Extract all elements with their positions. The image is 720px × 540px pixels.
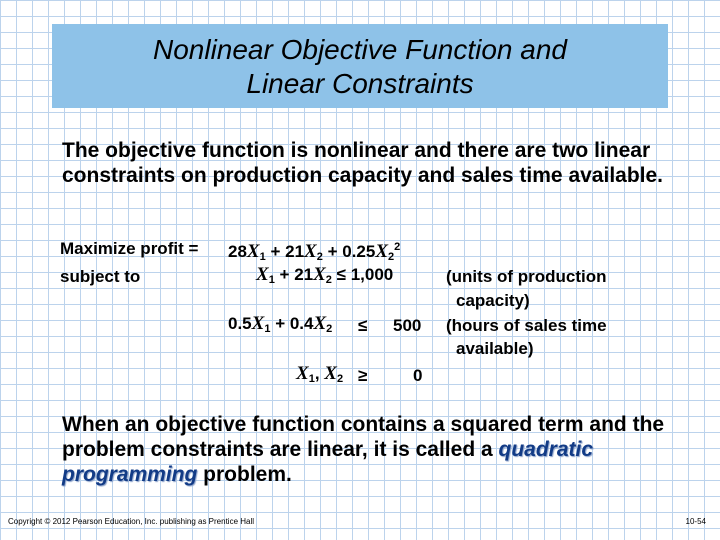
var-x: X <box>313 264 326 285</box>
constraint-1-note-line-1: (units of production <box>446 267 607 286</box>
subscript: 1 <box>264 323 271 335</box>
constraint-2-note-line-2: available) <box>456 339 534 358</box>
constraint-1 <box>256 264 393 291</box>
intro-paragraph: The objective function is nonlinear and there are two linear constraints on production capacity and sales time available. <box>62 139 664 187</box>
var-x: X <box>296 363 309 384</box>
nonnegativity-constraint <box>296 363 343 390</box>
subscript: 2 <box>336 373 344 385</box>
subscript: 1 <box>308 373 315 385</box>
var-x: X <box>324 363 337 384</box>
constraint-2-term-2: + 0.4 <box>275 314 314 333</box>
slide-title-line-2: Linear Constraints <box>246 68 474 99</box>
constraint-1-note-line-2: capacity) <box>456 291 530 310</box>
var-x: X <box>304 241 317 262</box>
page-number: 10-54 <box>685 517 706 526</box>
constraint-1-rhs: ≤ 1,000 <box>336 265 394 284</box>
outro-text-end: problem. <box>197 463 292 486</box>
subscript: 2 <box>388 251 395 263</box>
nonnegativity-rhs: 0 <box>413 366 423 385</box>
objective-term-3: + 0.25 <box>327 242 376 261</box>
superscript: 2 <box>394 241 401 253</box>
var-x: X <box>375 241 389 262</box>
quadratic-programming-term: quadratic programming <box>62 438 594 486</box>
outro-text: When an objective function contains a squared term and the problem constraints are linear, it is called a <box>62 413 665 461</box>
objective-coef-1: 28 <box>228 242 247 261</box>
outro-paragraph <box>62 412 682 487</box>
constraint-2-relation: ≤ <box>358 316 368 335</box>
maximize-label: Maximize profit = <box>60 239 199 258</box>
var-x: X <box>313 313 327 334</box>
constraint-2-note-line-1: (hours of sales time <box>446 316 607 335</box>
constraint-1-term-2: + 21 <box>279 265 314 284</box>
slide-title-line-1: Nonlinear Objective Function and <box>152 34 567 65</box>
constraint-2 <box>228 313 332 340</box>
subscript: 2 <box>316 251 323 263</box>
copyright-footer: Copyright © 2012 Pearson Education, Inc. publishing as Prentice Hall <box>8 517 255 526</box>
var-x: X <box>251 313 265 334</box>
constraint-2-rhs: 500 <box>393 316 422 335</box>
var-x: X <box>246 241 260 262</box>
objective-term-2: + 21 <box>270 242 305 261</box>
subscript: 1 <box>268 274 275 286</box>
subscript: 1 <box>259 251 266 263</box>
subscript: 2 <box>325 274 332 286</box>
nonnegativity-relation: ≥ <box>358 366 368 385</box>
separator: , <box>314 364 320 383</box>
constraint-2-coef-1: 0.5 <box>228 314 252 333</box>
subject-to-label: subject to <box>60 267 141 286</box>
subscript: 2 <box>326 323 333 335</box>
var-x: X <box>256 264 269 285</box>
title-bar <box>52 24 668 108</box>
